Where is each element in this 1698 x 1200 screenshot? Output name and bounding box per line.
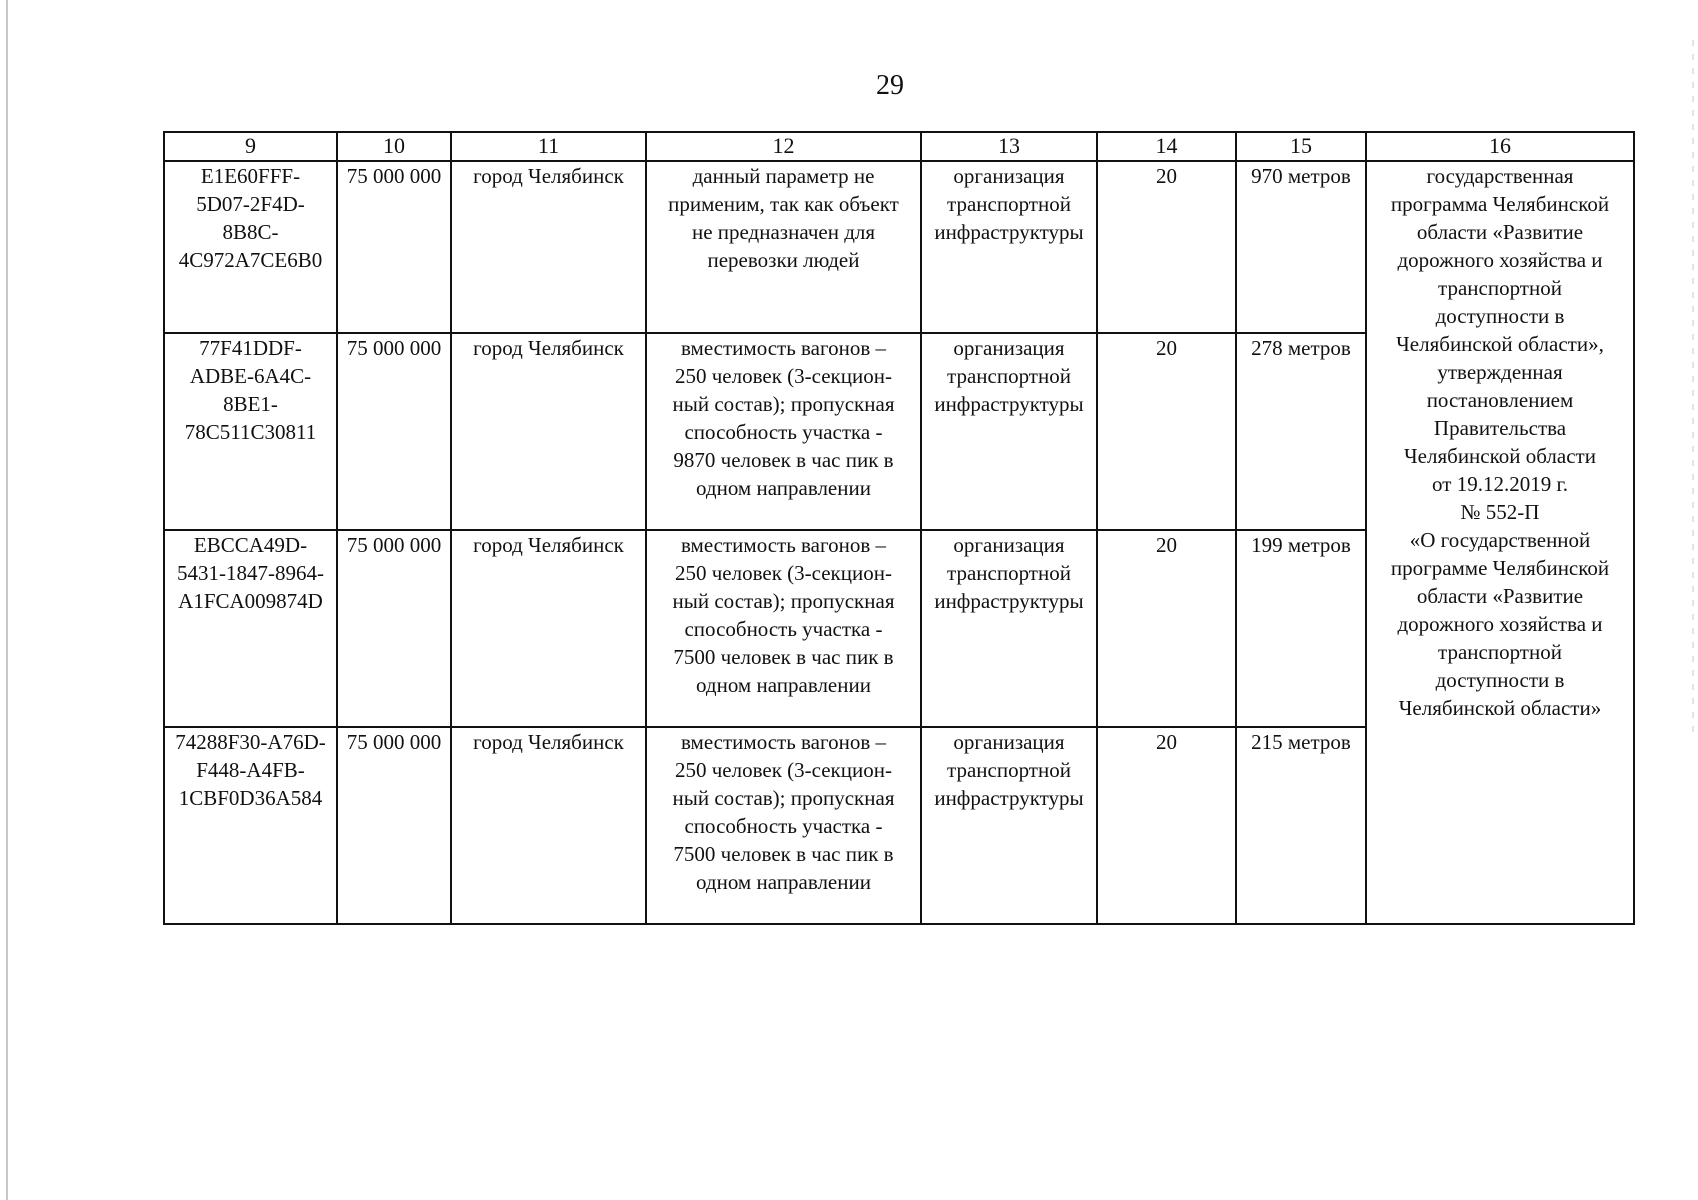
scan-edge-right: [1692, 40, 1694, 740]
value-cell: 20: [1097, 161, 1236, 333]
value-cell: 20: [1097, 530, 1236, 727]
program-cell: государственная программа Челябинской области «Развитие дорожного хозяйства и транспортной доступности в Челябинской области», утвержденная постановлением Правительства Челябинской области от 19.12.2019 г. № 552-П «О государственной программе Челябинской области «Развитие дорожного хозяйства и транспортной доступности в Челябинской области»: [1366, 161, 1634, 924]
object-id-cell: EBCCA49D- 5431-1847-8964- A1FCA009874D: [164, 530, 337, 727]
purpose-cell: организация транспортной инфраструктуры: [921, 727, 1097, 924]
object-id-cell: 77F41DDF- ADBE-6A4C- 8BE1- 78C511C30811: [164, 333, 337, 530]
purpose-cell: организация транспортной инфраструктуры: [921, 530, 1097, 727]
capacity-cell: вместимость вагонов – 250 человек (3-секцион- ный состав); пропускная способность участка - 7500 человек в час пик в одном направлении: [646, 530, 921, 727]
purpose-cell: организация транспортной инфраструктуры: [921, 333, 1097, 530]
amount-cell: 75 000 000: [337, 333, 451, 530]
length-cell: 278 метров: [1236, 333, 1366, 530]
header-row: [164, 132, 1634, 161]
amount-cell: 75 000 000: [337, 161, 451, 333]
length-cell: 199 метров: [1236, 530, 1366, 727]
city-cell: город Челябинск: [451, 161, 646, 333]
city-cell: город Челябинск: [451, 727, 646, 924]
column-header-13: 13: [921, 132, 1097, 161]
amount-cell: 75 000 000: [337, 530, 451, 727]
value-cell: 20: [1097, 333, 1236, 530]
city-cell: город Челябинск: [451, 530, 646, 727]
purpose-cell: организация транспортной инфраструктуры: [921, 161, 1097, 333]
column-header-12: 12: [646, 132, 921, 161]
object-id-cell: 74288F30-A76D- F448-A4FB- 1CBF0D36A584: [164, 727, 337, 924]
column-header-9: 9: [164, 132, 337, 161]
column-header-16: 16: [1366, 132, 1634, 161]
column-header-10: 10: [337, 132, 451, 161]
length-cell: 970 метров: [1236, 161, 1366, 333]
page-number: 29: [876, 70, 904, 101]
city-cell: город Челябинск: [451, 333, 646, 530]
length-cell: 215 метров: [1236, 727, 1366, 924]
amount-cell: 75 000 000: [337, 727, 451, 924]
scan-edge-left: [6, 0, 8, 1200]
table-row: [164, 161, 1634, 333]
column-header-11: 11: [451, 132, 646, 161]
value-cell: 20: [1097, 727, 1236, 924]
capacity-cell: вместимость вагонов – 250 человек (3-секцион- ный состав); пропускная способность участка - 9870 человек в час пик в одном направлении: [646, 333, 921, 530]
column-header-14: 14: [1097, 132, 1236, 161]
object-id-cell: E1E60FFF- 5D07-2F4D- 8B8C- 4C972A7CE6B0: [164, 161, 337, 333]
capacity-cell: вместимость вагонов – 250 человек (3-секцион- ный состав); пропускная способность участка - 7500 человек в час пик в одном направлении: [646, 727, 921, 924]
capacity-cell: данный параметр не применим, так как объект не предназначен для перевозки людей: [646, 161, 921, 333]
data-table: [163, 131, 1635, 925]
column-header-15: 15: [1236, 132, 1366, 161]
